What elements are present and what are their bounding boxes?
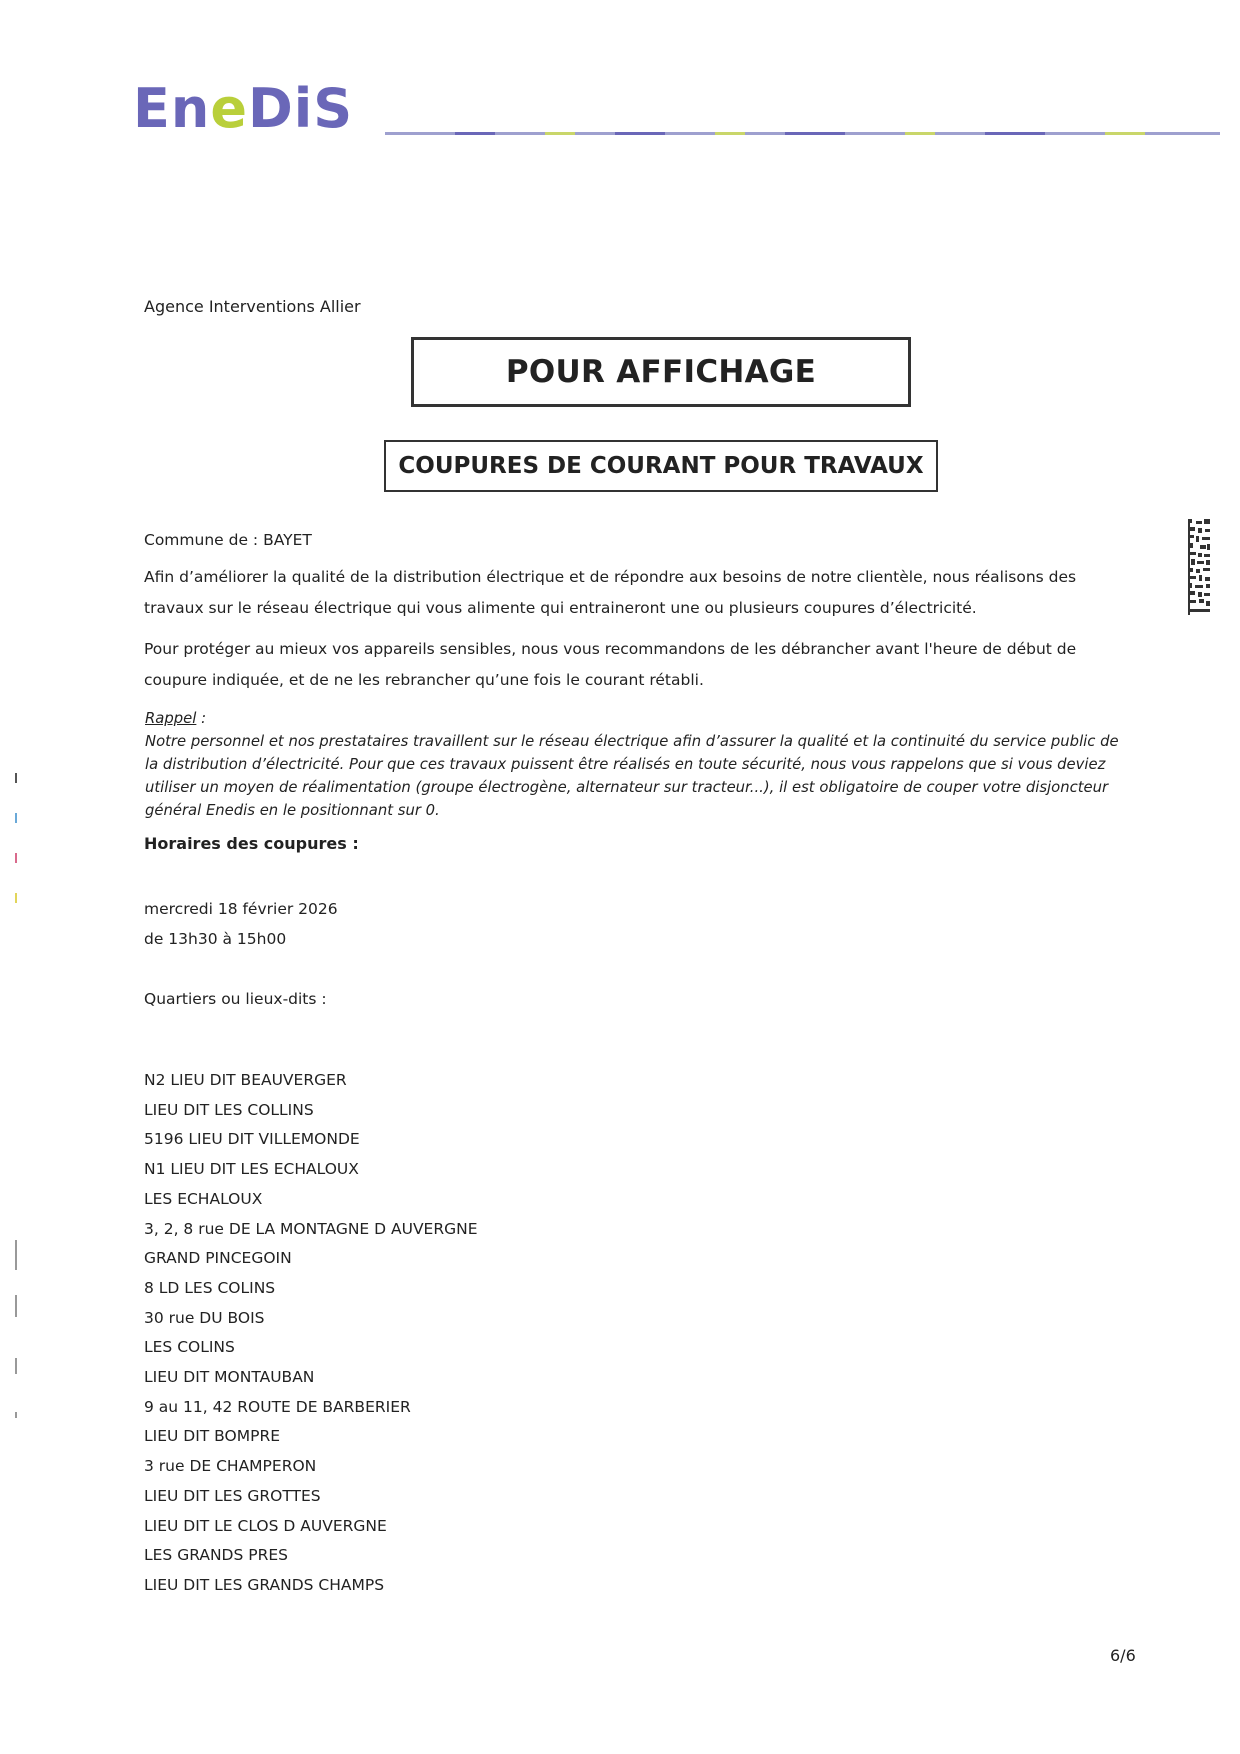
list-item: LIEU DIT LE CLOS D AUVERGNE (144, 1516, 387, 1535)
logo-divider-line (385, 132, 1220, 135)
margin-mark (15, 1240, 17, 1270)
list-item: GRAND PINCEGOIN (144, 1249, 292, 1268)
banner-secondary-text: COUPURES DE COURANT POUR TRAVAUX (398, 453, 924, 479)
intro-paragraph: Afin d’améliorer la qualité de la distribution électrique et de répondre aux besoins de notre clientèle, nous réalisons des travaux sur le réseau électrique qui vous alimente qui entraineront une ou plusieurs coupures d’électricité. (144, 568, 1077, 617)
margin-mark (15, 773, 17, 783)
commune-label: Commune de : BAYET (144, 531, 312, 549)
datamatrix-code-icon (1188, 519, 1210, 615)
list-item: LES ECHALOUX (144, 1189, 263, 1208)
list-item: N1 LIEU DIT LES ECHALOUX (144, 1160, 359, 1179)
banner-secondary (384, 440, 938, 492)
list-item: LIEU DIT BOMPRE (144, 1427, 281, 1446)
list-item: N2 LIEU DIT BEAUVERGER (144, 1071, 347, 1089)
margin-mark (15, 893, 17, 903)
rappel-text: Notre personnel et nos prestataires travaillent sur le réseau électrique afin d’assurer la qualité et la continuité du service public de la distribution d’électricité. Pour que ces travaux puissent être réalisés en toute sécurité, nous vous rappelons que si vous deviez utiliser un moyen de réalimentation (groupe électrogène, alternateur sur tracteur...), il est obligatoire de couper votre disjoncteur général Enedis en le positionnant sur 0. (145, 733, 1119, 819)
agency-name: Agence Interventions Allier (144, 297, 361, 316)
list-item: LIEU DIT MONTAUBAN (144, 1368, 315, 1387)
margin-mark (15, 813, 17, 823)
enedis-logo: EneDiS (133, 77, 354, 140)
banner-primary-text: POUR AFFICHAGE (505, 354, 817, 390)
page-number: 6/6 (1110, 1646, 1136, 1665)
rappel-title: Rappel (145, 710, 197, 727)
schedule-time: de 13h30 à 15h00 (144, 930, 287, 948)
list-item: 8 LD LES COLINS (144, 1278, 276, 1297)
schedule-date: mercredi 18 février 2026 (144, 900, 338, 918)
list-item: 30 rue DU BOIS (144, 1308, 265, 1327)
list-item: 3 rue DE CHAMPERON (144, 1457, 317, 1476)
locations-list (144, 1066, 478, 1601)
list-item: 3, 2, 8 rue DE LA MONTAGNE D AUVERGNE (144, 1219, 478, 1238)
schedule-heading: Horaires des coupures : (144, 834, 359, 853)
rappel-colon: : (196, 710, 207, 727)
locations-heading: Quartiers ou lieux-dits : (144, 990, 327, 1008)
list-item: LIEU DIT LES GROTTES (144, 1486, 321, 1505)
margin-mark (15, 1358, 17, 1374)
margin-mark (15, 853, 17, 863)
margin-mark (15, 1412, 17, 1418)
list-item: 9 au 11, 42 ROUTE DE BARBERIER (144, 1397, 411, 1416)
list-item: LIEU DIT LES COLLINS (144, 1100, 314, 1119)
list-item: LES COLINS (144, 1338, 235, 1357)
list-item: 5196 LIEU DIT VILLEMONDE (144, 1130, 360, 1149)
margin-mark (15, 1295, 17, 1317)
banner-primary (411, 337, 911, 407)
list-item: LIEU DIT LES GRANDS CHAMPS (144, 1575, 385, 1594)
rappel-title-line (145, 707, 1135, 730)
advice-paragraph: Pour protéger au mieux vos appareils sensibles, nous vous recommandons de les débrancher avant l'heure de début de coupure indiquée, et de ne les rebrancher qu’une fois le courant rétabli. (144, 640, 1077, 689)
list-item: LES GRANDS PRES (144, 1546, 288, 1565)
